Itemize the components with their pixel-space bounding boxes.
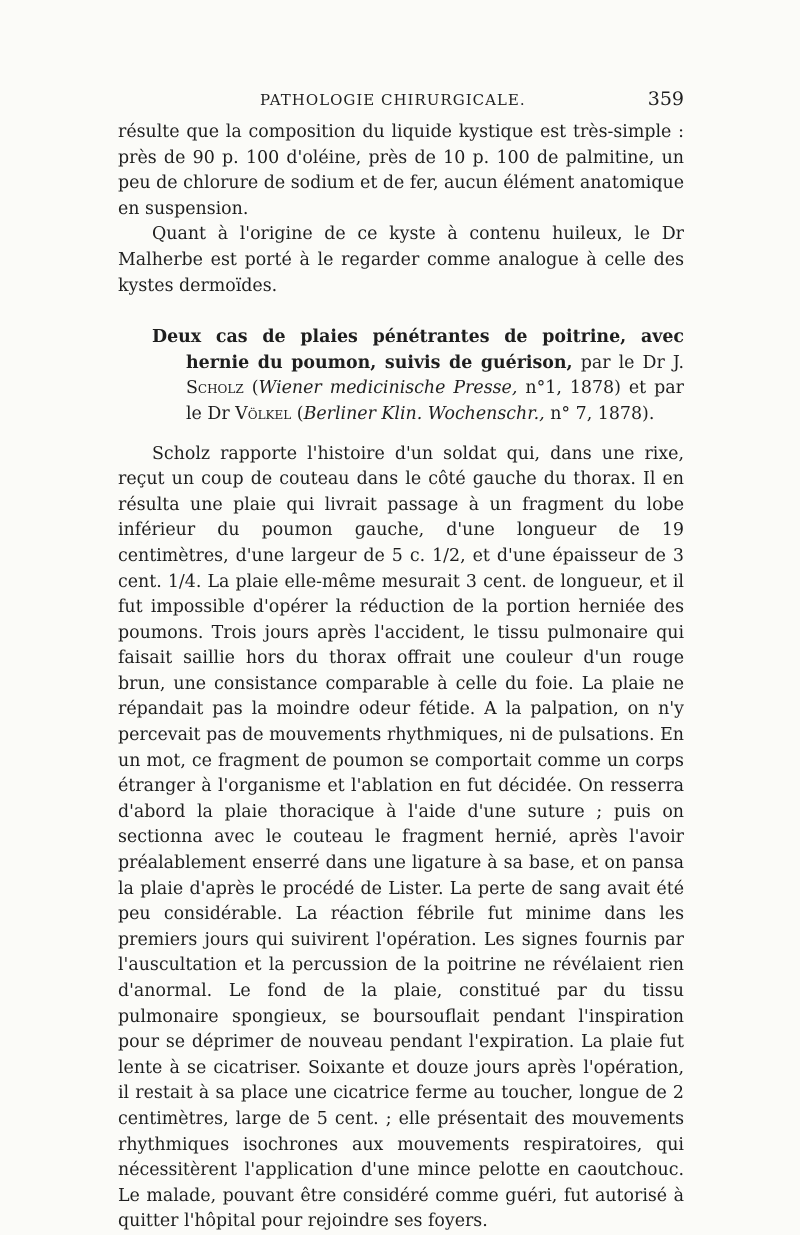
article-title: Deux cas de plaies pénétrantes de poitrine, avec hernie du poumon, suivis de guérison, par le Dr J. Scholz (Wiener medicinische Presse, n°1, 1878) et par le Dr Völkel (Berliner Klin. Wochenschr., n° 7, 1878). [152, 327, 684, 424]
journal-berliner: Berliner Klin. Wochenschr., [303, 403, 545, 424]
paragraph-origin: Quant à l'origine de ce kyste à contenu huileux, le Dr Malherbe est porté à le regarder comme analogue à celle des kystes dermoïdes. [118, 224, 684, 296]
author-volkel: Völkel [235, 403, 292, 424]
author-scholz: Scholz [186, 378, 244, 399]
page [118, 88, 684, 1235]
running-title: PATHOLOGIE CHIRURGICALE. [260, 91, 526, 109]
paragraph-continued: résulte que la composition du liquide kystique est très-simple : près de 90 p. 100 d'oléine, près de 10 p. 100 de palmitine, un peu de chlorure de sodium et de fer, aucun élément anatomique en suspension. [118, 122, 684, 219]
journal-wiener: Wiener medicinische Presse, [258, 378, 518, 399]
article-body: Scholz rapporte l'histoire d'un soldat qui, dans une rixe, reçut un coup de couteau dans le côté gauche du thorax. Il en résulta une plaie qui livrait passage à un fragment du lobe inférieur du poumon gauche, d'une longueur de 19 centimètres, d'une largeur de 5 c. 1/2, et d'une épaisseur de 3 cent. 1/4. La plaie elle-même mesurait 3 cent. de longueur, et il fut impossible d'opérer la réduction de la portion herniée des poumons. Trois jours après l'accident, le tissu pulmonaire qui faisait saillie hors du thorax offrait une couleur d'un rouge brun, une consistance comparable à celle du foie. La plaie ne répandait pas la moindre odeur fétide. A la palpation, on n'y percevait pas de mouvements rhythmiques, ni de pulsations. En un mot, ce fragment de poumon se comportait comme un corps étranger à l'organisme et l'ablation en fut décidée. On resserra d'abord la plaie thoracique à l'aide d'une suture ; puis on sectionna avec le couteau le fragment hernié, après l'avoir préalablement enserré dans une ligature à sa base, et on pansa la plaie d'après le procédé de Lister. La perte de sang avait été peu considérable. La réaction fébrile fut minime dans les premiers jours qui suivirent l'opération. Les signes fournis par l'auscultation et la percussion de la poitrine ne révélaient rien d'anormal. Le fond de la plaie, constitué par du tissu pulmonaire spongieux, se boursouflait pendant l'inspiration pour se déprimer de nouveau pendant l'expiration. La plaie fut lente à se cicatriser. Soixante et douze jours après l'opération, il restait à sa place une cicatrice ferme au toucher, longue de 2 centimètres, large de 5 cent. ; elle présentait des mouvements rhythmiques isochrones aux mouvements respiratoires, qui nécessitèrent l'application d'une mince pelotte en caoutchouc. Le malade, pouvant être considéré comme guéri, fut autorisé à quitter l'hôpital pour rejoindre ses foyers. [118, 443, 684, 1232]
running-header [260, 88, 684, 110]
article-title-bold: Deux cas de plaies pénétrantes de poitrine, avec hernie du poumon, suivis de guérison, [152, 327, 684, 373]
page-number: 359 [647, 88, 684, 110]
